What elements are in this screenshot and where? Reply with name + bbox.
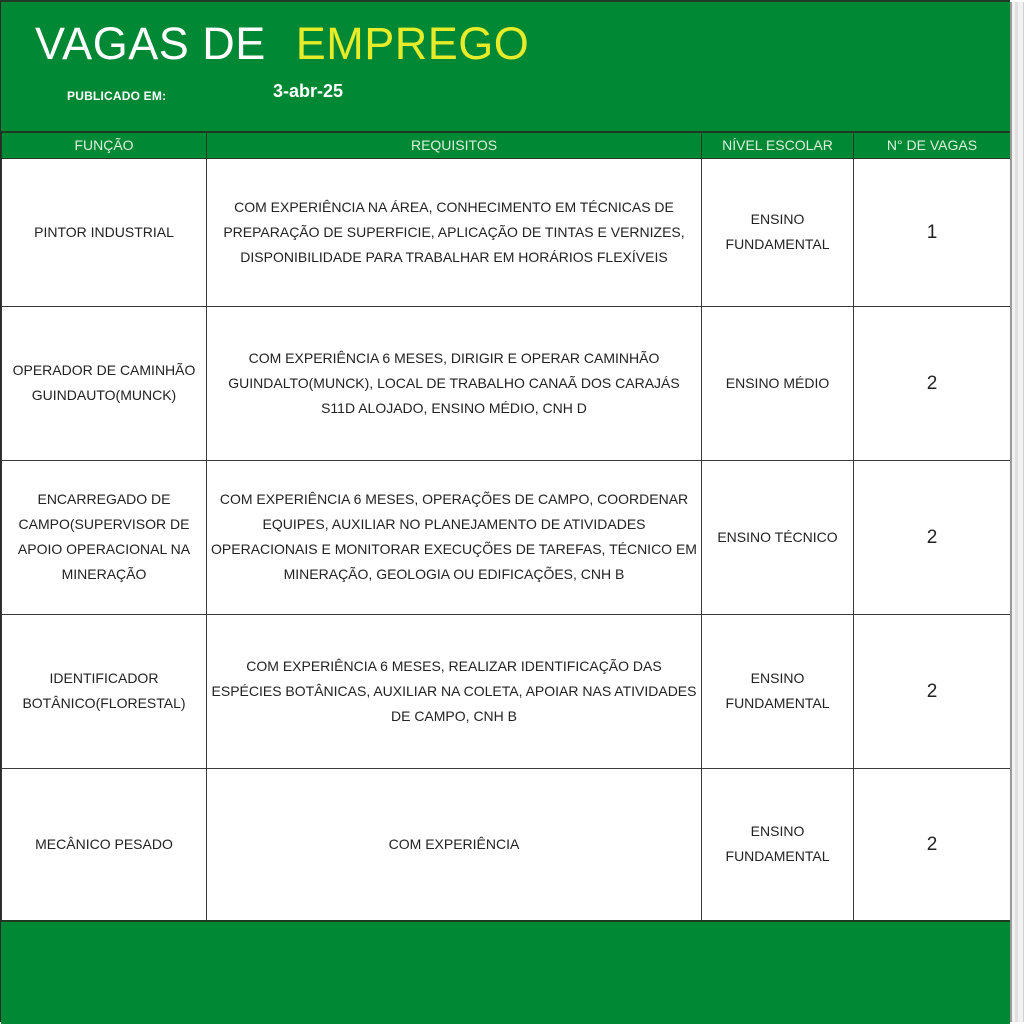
- footer-banner: [1, 920, 1010, 1024]
- title-part-white: VAGAS DE: [35, 18, 266, 69]
- cell-nivel-escolar: ENSINO TÉCNICO: [702, 460, 854, 614]
- cell-funcao: MECÂNICO PESADO: [2, 768, 207, 920]
- table-row: [2, 768, 1011, 920]
- scrollbar-track: [1015, 2, 1018, 1022]
- published-label: PUBLICADO EM:: [67, 89, 167, 103]
- table-header-row: [2, 132, 1011, 158]
- title-part-yellow: EMPREGO: [295, 18, 530, 69]
- cell-funcao: ENCARREGADO DE CAMPO(SUPERVISOR DE APOIO OPERACIONAL NA MINERAÇÃO: [2, 460, 207, 614]
- cell-requisitos: COM EXPERIÊNCIA 6 MESES, REALIZAR IDENTIFICAÇÃO DAS ESPÉCIES BOTÂNICAS, AUXILIAR NA COLETA, APOIAR NAS ATIVIDADES DE CAMPO, CNH B: [207, 614, 702, 768]
- cell-numero-vagas: 1: [854, 158, 1011, 306]
- cell-numero-vagas: 2: [854, 306, 1011, 460]
- cell-requisitos: COM EXPERIÊNCIA 6 MESES, DIRIGIR E OPERAR CAMINHÃO GUINDALTO(MUNCK), LOCAL DE TRABALHO CANAÃ DOS CARAJÁS S11D ALOJADO, ENSINO MÉDIO, CNH D: [207, 306, 702, 460]
- column-header-funcao: FUNÇÃO: [2, 132, 207, 158]
- cell-requisitos: COM EXPERIÊNCIA 6 MESES, OPERAÇÕES DE CAMPO, COORDENAR EQUIPES, AUXILIAR NO PLANEJAMENTO DE ATIVIDADES OPERACIONAIS E MONITORAR EXECUÇÕES DE TAREFAS, TÉCNICO EM MINERAÇÃO, GEOLOGIA OU EDIFICAÇÕES, CNH B: [207, 460, 702, 614]
- table-row: [2, 158, 1011, 306]
- cell-numero-vagas: 2: [854, 460, 1011, 614]
- table-row: [2, 460, 1011, 614]
- cell-nivel-escolar: ENSINO FUNDAMENTAL: [702, 158, 854, 306]
- cell-numero-vagas: 2: [854, 614, 1011, 768]
- vertical-scrollbar[interactable]: [1010, 2, 1024, 1022]
- cell-funcao: IDENTIFICADOR BOTÂNICO(FLORESTAL): [2, 614, 207, 768]
- header-banner: [1, 2, 1010, 131]
- job-table: [1, 131, 1011, 921]
- cell-funcao: PINTOR INDUSTRIAL: [2, 158, 207, 306]
- column-header-requisitos: REQUISITOS: [207, 132, 702, 158]
- table-row: [2, 614, 1011, 768]
- cell-requisitos: COM EXPERIÊNCIA NA ÁREA, CONHECIMENTO EM TÉCNICAS DE PREPARAÇÃO DE SUPERFICIE, APLICAÇÃO DE TINTAS E VERNIZES, DISPONIBILIDADE PARA TRABALHAR EM HORÁRIOS FLEXÍVEIS: [207, 158, 702, 306]
- page-title: [35, 16, 529, 72]
- published-date: 3-abr-25: [273, 81, 344, 101]
- column-header-numero-vagas: N° DE VAGAS: [854, 132, 1011, 158]
- column-header-nivel-escolar: NÍVEL ESCOLAR: [702, 132, 854, 158]
- cell-nivel-escolar: ENSINO MÉDIO: [702, 306, 854, 460]
- cell-requisitos: COM EXPERIÊNCIA: [207, 768, 702, 920]
- cell-numero-vagas: 2: [854, 768, 1011, 920]
- cell-nivel-escolar: ENSINO FUNDAMENTAL: [702, 614, 854, 768]
- table-row: [2, 306, 1011, 460]
- cell-nivel-escolar: ENSINO FUNDAMENTAL: [702, 768, 854, 920]
- cell-funcao: OPERADOR DE CAMINHÃO GUINDAUTO(MUNCK): [2, 306, 207, 460]
